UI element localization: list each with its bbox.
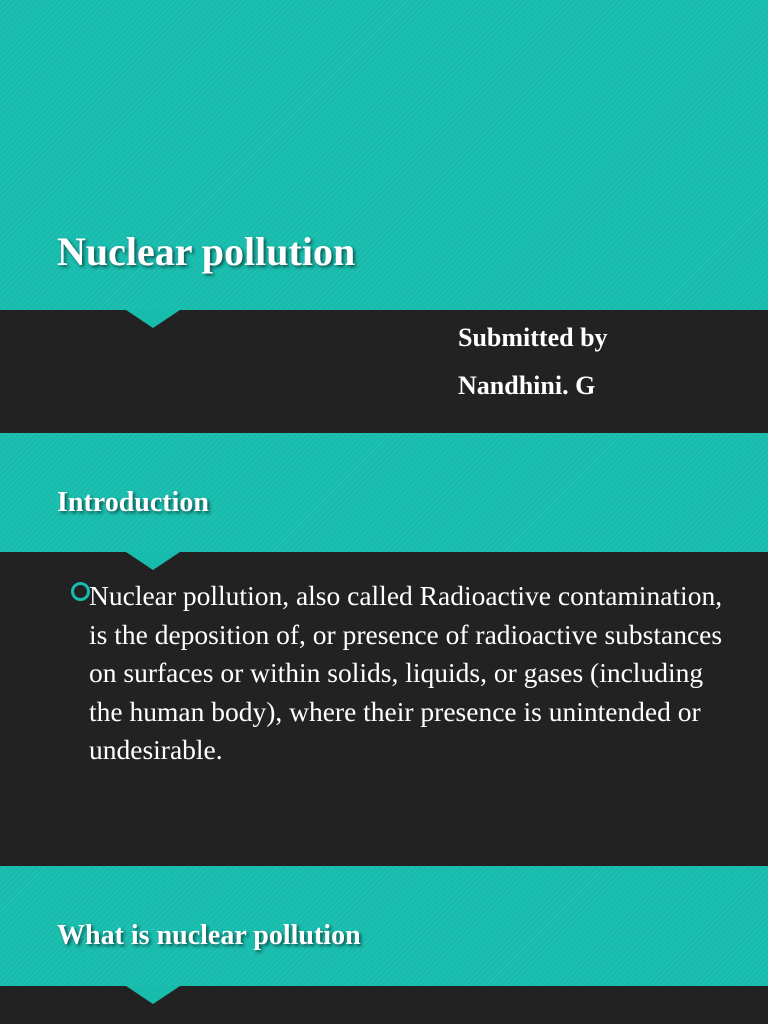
- slide1-notch: [126, 310, 180, 328]
- slide1-content-band: [0, 310, 768, 433]
- slide1-title: Nuclear pollution: [57, 229, 356, 274]
- slide3-content-band: [0, 986, 768, 1024]
- slide3-title: What is nuclear pollution: [57, 920, 361, 951]
- slide3-notch: [126, 986, 180, 1004]
- slide2-title: Introduction: [57, 487, 209, 518]
- submitted-by-label: Submitted by: [458, 323, 608, 352]
- slide2-notch: [126, 552, 180, 570]
- bullet-circle-icon: [71, 582, 90, 601]
- author-name: Nandhini. G: [458, 371, 596, 400]
- slide2-bullet-text: Nuclear pollution, also called Radioactive contamination, is the deposition of, or presence of radioactive substances on surfaces or within solids, liquids, or gases (including the human body), where their presence is unintended or undesirable.: [89, 580, 723, 765]
